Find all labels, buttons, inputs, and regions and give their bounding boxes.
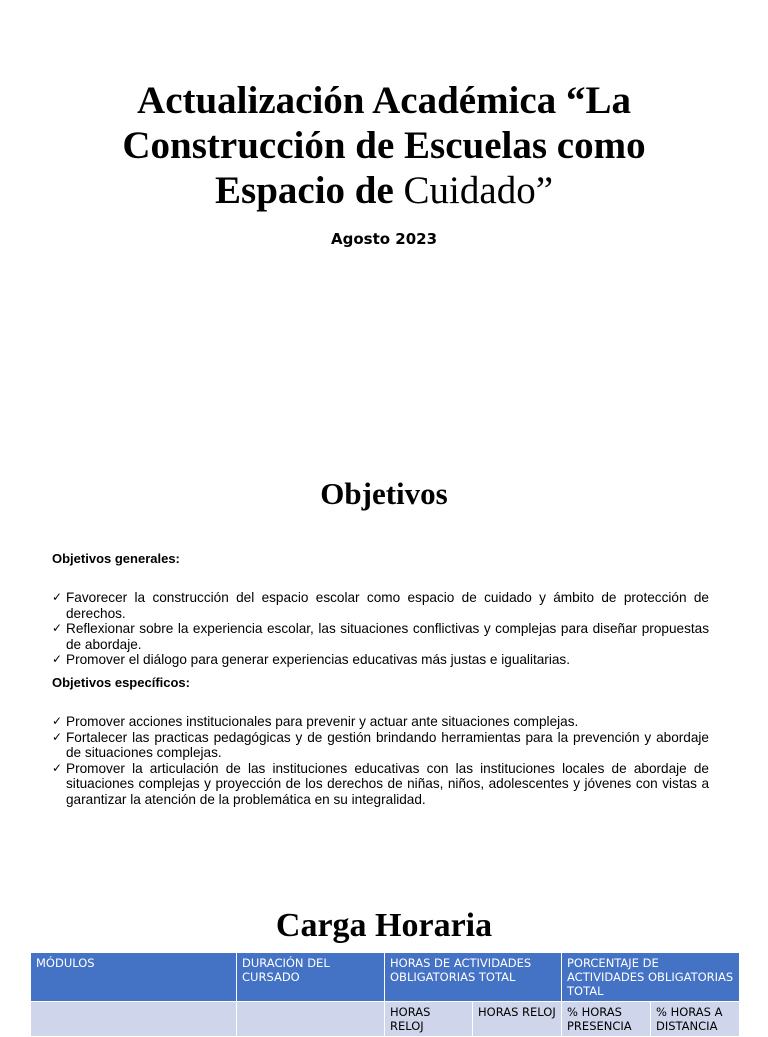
carga-horaria-heading: Carga Horaria — [275, 907, 493, 944]
check-mark-icon: ✓ — [52, 714, 63, 728]
check-mark-icon: ✓ — [52, 621, 63, 635]
table-cell: % HORAS PRESENCIA — [562, 1002, 651, 1037]
table-cell: HORAS RELOJ — [385, 1002, 473, 1037]
table-cell — [31, 1002, 237, 1037]
objetivos-heading: Objetivos — [320, 476, 448, 511]
list-item — [52, 621, 709, 652]
list-item — [52, 590, 709, 621]
list-item-text: Promover acciones institucionales para prevenir y actuar ante situaciones complejas. — [66, 714, 579, 729]
list-item-text: Promover la articulación de las instituciones educativas con las instituciones locales de abordaje de situaciones complejas y proyección de los derechos de niñas, niños, adolescentes y jóvenes con vistas a garantizar la atención de la problemática en su integralidad. — [66, 760, 709, 807]
list-item-text: Favorecer la construcción del espacio escolar como espacio de cuidado y ámbito de protección de derechos. — [66, 590, 709, 621]
check-mark-icon: ✓ — [52, 760, 63, 775]
slide-title — [60, 78, 708, 213]
list-item-text: Reflexionar sobre la experiencia escolar, las situaciones conflictivas y complejas para diseñar propuestas de abordaje. — [66, 621, 709, 652]
list-item-text: Promover el diálogo para generar experiencias educativas más justas e igualitarias. — [66, 652, 570, 667]
header-porcentaje-actividades: PORCENTAJE DE ACTIVIDADES OBLIGATORIAS TOTAL — [562, 953, 740, 1002]
objetivos-especificos-list — [52, 714, 709, 807]
header-modulos: MÓDULOS — [31, 953, 237, 1002]
carga-horaria-table — [30, 952, 740, 1037]
list-item — [52, 714, 709, 730]
slide-date: Agosto 2023 — [330, 230, 438, 248]
slide-title-normal: Cuidado” — [403, 169, 553, 212]
list-item — [52, 761, 709, 808]
table-row — [31, 1002, 740, 1037]
check-mark-icon: ✓ — [52, 729, 63, 744]
header-horas-actividades: HORAS DE ACTIVIDADES OBLIGATORIAS TOTAL — [385, 953, 562, 1002]
table-cell: HORAS RELOJ — [473, 1002, 562, 1037]
header-duracion: DURACIÓN DEL CURSADO — [237, 953, 385, 1002]
list-item — [52, 730, 709, 761]
list-item — [52, 652, 709, 668]
check-mark-icon: ✓ — [52, 590, 63, 604]
table-cell: % HORAS A DISTANCIA — [651, 1002, 740, 1037]
list-item-text: Fortalecer las practicas pedagógicas y de gestión brindando herramientas para la prevención y abordaje de situaciones complejas. — [66, 729, 709, 760]
objetivos-generales-label: Objetivos generales: — [52, 551, 180, 566]
table-cell — [237, 1002, 385, 1037]
objetivos-generales-list — [52, 590, 709, 668]
slide-title-bold: Actualización Académica “La Construcción de Escuelas como Espacio de — [122, 79, 646, 212]
check-mark-icon: ✓ — [52, 652, 63, 666]
table-header-row — [31, 953, 740, 1002]
objetivos-especificos-label: Objetivos específicos: — [52, 675, 190, 690]
